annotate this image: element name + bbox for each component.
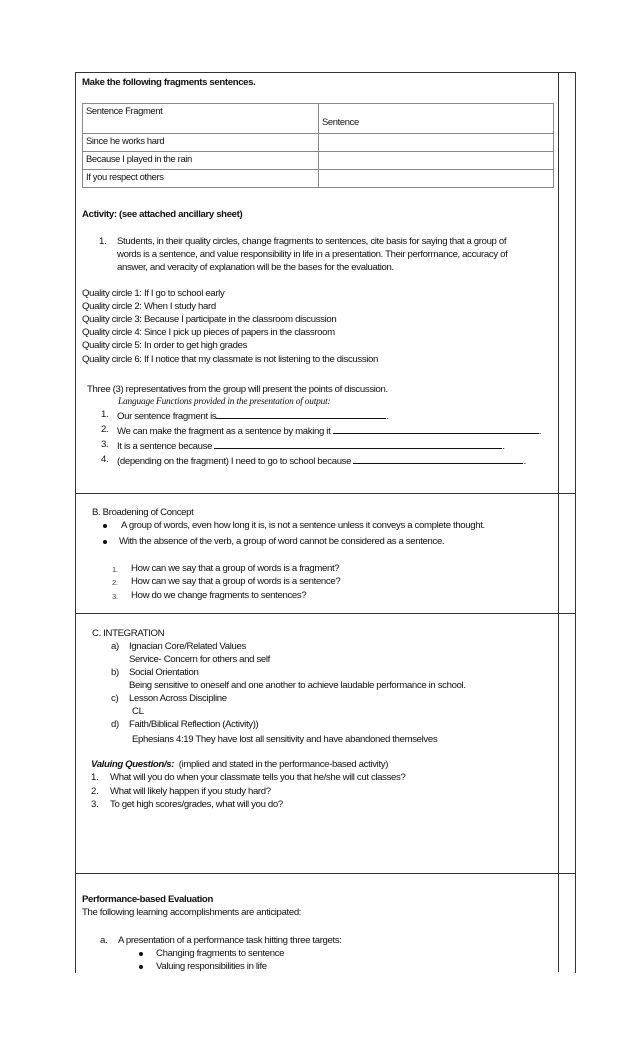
question-number: 1. xyxy=(112,565,118,574)
valuing-number: 1. xyxy=(91,772,99,783)
section4-heading: Performance-based Evaluation xyxy=(82,894,213,905)
activity-line: Students, in their quality circles, change fragments to sentences, cite basis for saying that a group of xyxy=(117,236,507,247)
function-end: . xyxy=(502,441,505,452)
concept-bullet: A group of words, even how long it is, is not a sentence unless it conveys a complete thought. xyxy=(121,520,485,531)
quality-circle: Quality circle 1: If I go to school early xyxy=(82,288,225,299)
evaluation-bullet: Changing fragments to sentence xyxy=(156,948,285,959)
right-column-divider xyxy=(558,72,559,972)
valuing-question: To get high scores/grades, what will you do? xyxy=(110,799,283,810)
quality-circle: Quality circle 4: Since I pick up pieces of papers in the classroom xyxy=(82,327,335,338)
integration-letter: b) xyxy=(111,667,119,678)
representatives-text: Three (3) representatives from the group will present the points of discussion. xyxy=(87,384,388,395)
bullet-icon xyxy=(139,965,143,969)
valuing-question: What will you do when your classmate tells you that he/she will cut classes? xyxy=(110,772,406,783)
valuing-line xyxy=(91,759,388,771)
integration-detail: Ephesians 4:19 They have lost all sensitivity and have abandoned themselves xyxy=(132,734,438,745)
function-end: . xyxy=(523,456,526,467)
function-number: 4. xyxy=(101,454,109,465)
row-divider-2 xyxy=(75,613,575,614)
function-text: We can make the fragment as a sentence by making it xyxy=(117,426,331,437)
activity-item-number: 1. xyxy=(99,236,107,247)
function-number: 1. xyxy=(101,409,109,420)
header-sentence: Sentence xyxy=(319,104,554,134)
section4-intro: The following learning accomplishments are anticipated: xyxy=(82,907,302,918)
integration-detail: Being sensitive to oneself and one another to achieve laudable performance in school. xyxy=(129,680,466,691)
sentence-cell[interactable] xyxy=(319,134,554,152)
integration-letter: a) xyxy=(111,641,119,652)
function-text: It is a sentence because xyxy=(117,441,213,452)
integration-detail: CL xyxy=(132,706,144,717)
bullet-icon xyxy=(103,540,107,544)
integration-title: Social Orientation xyxy=(129,667,199,678)
evaluation-item: A presentation of a performance task hitting three targets: xyxy=(118,935,342,946)
fragment-row: If you respect others xyxy=(83,170,319,188)
concept-question: How can we say that a group of words is a fragment? xyxy=(131,563,340,574)
answer-blank[interactable] xyxy=(216,409,386,419)
valuing-question: What will likely happen if you study hard? xyxy=(110,786,271,797)
quality-circle: Quality circle 3: Because I participate in the classroom discussion xyxy=(82,314,337,325)
function-item xyxy=(117,424,541,438)
section3-heading: C. INTEGRATION xyxy=(92,628,165,639)
activity-line: words is a sentence, and value responsibility in life in a presentation. Their performance, accuracy of xyxy=(117,249,508,260)
function-number: 2. xyxy=(101,424,109,435)
fragments-table xyxy=(82,103,554,188)
fragment-row: Because I played in the rain xyxy=(83,152,319,170)
answer-blank[interactable] xyxy=(353,454,523,464)
bullet-icon xyxy=(103,524,107,528)
valuing-note: (implied and stated in the performance-based activity) xyxy=(178,759,389,770)
valuing-label: Valuing Question/s: xyxy=(91,759,175,770)
quality-circle: Quality circle 2: When I study hard xyxy=(82,301,216,312)
sentence-cell[interactable] xyxy=(319,170,554,188)
function-item xyxy=(117,439,505,453)
sentence-cell[interactable] xyxy=(319,152,554,170)
function-end: . xyxy=(386,411,389,422)
section2-heading: B. Broadening of Concept xyxy=(92,507,194,518)
valuing-number: 2. xyxy=(91,786,99,797)
header-fragment: Sentence Fragment xyxy=(83,104,319,134)
activity-line: answer, and veracity of explanation will be the bases for the evaluation. xyxy=(117,262,394,273)
evaluation-bullet: Valuing responsibilities in life xyxy=(156,961,267,972)
function-item xyxy=(117,454,526,468)
language-functions-label: Language Functions provided in the presentation of output: xyxy=(118,397,331,407)
question-number: 2. xyxy=(112,578,118,587)
function-text: Our sentence fragment is xyxy=(117,411,217,422)
row-divider-3 xyxy=(75,873,575,874)
valuing-number: 3. xyxy=(91,799,99,810)
integration-title: Ignacian Core/Related Values xyxy=(129,641,246,652)
fragment-row: Since he works hard xyxy=(83,134,319,152)
answer-blank[interactable] xyxy=(214,439,502,449)
function-text: (depending on the fragment) I need to go to school because xyxy=(117,456,352,467)
integration-detail: Service- Concern for others and self xyxy=(129,654,270,665)
quality-circle: Quality circle 6: If I notice that my classmate is not listening to the discussion xyxy=(82,354,379,365)
function-item xyxy=(117,409,389,423)
evaluation-letter: a. xyxy=(100,935,108,946)
activity-heading: Activity: (see attached ancillary sheet) xyxy=(82,209,243,220)
function-number: 3. xyxy=(101,439,109,450)
integration-letter: d) xyxy=(111,719,119,730)
section1-heading: Make the following fragments sentences. xyxy=(82,77,256,88)
bullet-icon xyxy=(139,952,143,956)
answer-blank[interactable] xyxy=(333,424,539,434)
quality-circle: Quality circle 5: In order to get high grades xyxy=(82,340,248,351)
integration-title: Faith/Biblical Reflection (Activity)) xyxy=(129,719,259,730)
row-divider-1 xyxy=(75,493,575,494)
concept-question: How do we change fragments to sentences? xyxy=(131,590,307,601)
function-end: . xyxy=(538,426,542,437)
integration-letter: c) xyxy=(111,693,119,704)
integration-title: Lesson Across Discipline xyxy=(129,693,227,704)
question-number: 3. xyxy=(112,592,118,601)
concept-question: How can we say that a group of words is a sentence? xyxy=(131,576,341,587)
concept-bullet: With the absence of the verb, a group of word cannot be considered as a sentence. xyxy=(119,536,445,547)
